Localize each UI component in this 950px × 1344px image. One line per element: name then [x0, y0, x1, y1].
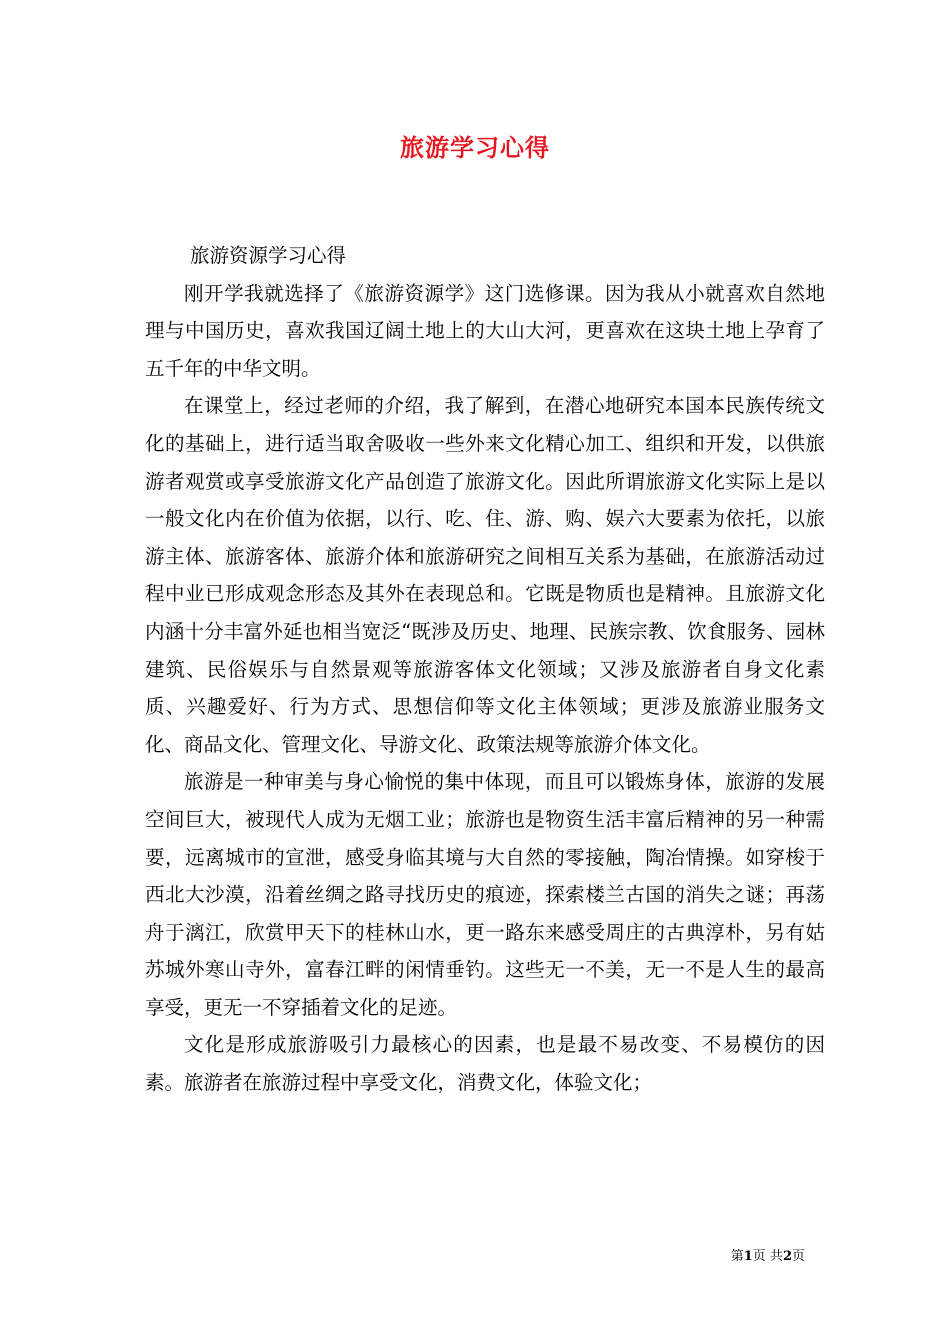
document-subtitle: 旅游资源学习心得: [190, 244, 347, 267]
page-footer: [731, 1248, 805, 1266]
paragraph-4: 文化是形成旅游吸引力最核心的因素，也是最不易改变、不易模仿的因素。旅游者在旅游过程中享受文化，消费文化，体验文化；: [145, 1033, 825, 1095]
document-title: 旅游学习心得: [400, 133, 550, 162]
paragraph-3: 旅游是一种审美与身心愉悦的集中体现，而且可以锻炼身体，旅游的发展空间巨大，被现代人成为无烟工业；旅游也是物资生活丰富后精神的另一种需要，远离城市的宣泄，感受身临其境与大自然的零接触，陶冶情操。如穿梭于西北大沙漠，沿着丝绸之路寻找历史的痕迹，探索楼兰古国的消失之谜；再荡舟于漓江，欣赏甲天下的桂林山水，更一路东来感受周庄的古典淳朴，另有姑苏城外寒山寺外，富春江畔的闲情垂钓。这些无一不美，无一不是人生的最高享受，更无一不穿插着文化的足迹。: [145, 770, 825, 1019]
footer-page-number: 1: [743, 1249, 753, 1264]
document-body: [145, 237, 825, 1102]
footer-suffix: 页: [791, 1249, 805, 1264]
footer-prefix: 第: [730, 1249, 744, 1264]
paragraph-1: 刚开学我就选择了《旅游资源学》这门选修课。因为我从小就喜欢自然地理与中国历史，喜欢我国辽阔土地上的大山大河，更喜欢在这块土地上孕育了五千年的中华文明。: [145, 281, 825, 380]
footer-total-pages: 2: [782, 1249, 792, 1264]
paragraph-2: 在课堂上，经过老师的介绍，我了解到，在潜心地研究本国本民族传统文化的基础上，进行适当取舍吸收一些外来文化精心加工、组织和开发，以供旅游者观赏或享受旅游文化产品创造了旅游文化。因此所谓旅游文化实际上是以一般文化内在价值为依据，以行、吃、住、游、购、娱六大要素为依托，以旅游主体、旅游客体、旅游介体和旅游研究之间相互关系为基础，在旅游活动过程中业已形成观念形态及其外在表现总和。它既是物质也是精神。且旅游文化内涵十分丰富外延也相当宽泛“既涉及历史、地理、民族宗教、饮食服务、园林建筑、民俗娱乐与自然景观等旅游客体文化领域；又涉及旅游者自身文化素质、兴趣爱好、行为方式、思想信仰等文化主体领域；更涉及旅游业服务文化、商品文化、管理文化、导游文化、政策法规等旅游介体文化。: [145, 394, 825, 756]
footer-middle: 页 共: [752, 1249, 783, 1264]
